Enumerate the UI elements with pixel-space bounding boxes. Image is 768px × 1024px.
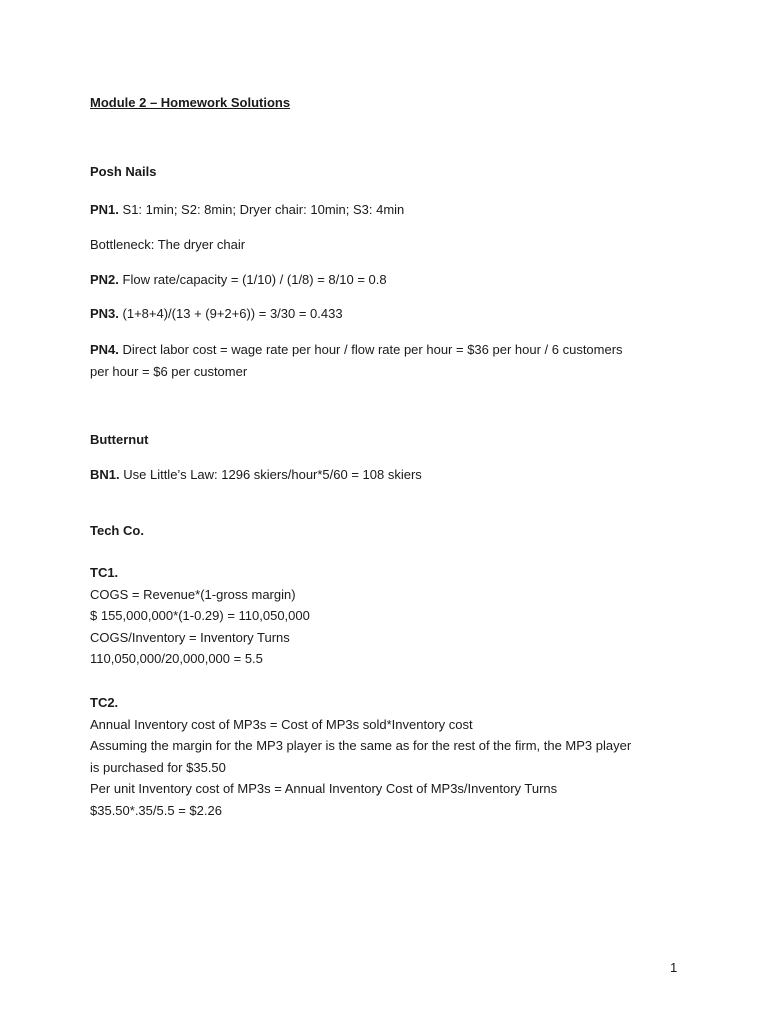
bottleneck-text: Bottleneck: The dryer chair bbox=[90, 237, 246, 252]
answer-pn1 bbox=[90, 199, 690, 221]
tc2-line: Annual Inventory cost of MP3s = Cost of MP3s sold*Inventory cost bbox=[90, 716, 473, 732]
answer-tc1 bbox=[90, 562, 690, 670]
answer-bn1 bbox=[90, 464, 690, 486]
tc2-line: $35.50*.35/5.5 = $2.26 bbox=[90, 802, 222, 818]
text-pn4-line1: Direct labor cost = wage rate per hour / flow rate per hour = $36 per hour / 6 customers bbox=[118, 342, 623, 357]
tc2-line: Per unit Inventory cost of MP3s = Annual Inventory Cost of MP3s/Inventory Turns bbox=[90, 781, 558, 796]
tc1-line: $ 155,000,000*(1-0.29) = 110,050,000 bbox=[90, 608, 310, 623]
label-pn4: PN4. bbox=[90, 342, 119, 357]
tc2-line: is purchased for $35.50 bbox=[90, 759, 226, 775]
text-pn1: S1: 1min; S2: 8min; Dryer chair: 10min; S3: 4min bbox=[118, 202, 405, 217]
tc1-line: 110,050,000/20,000,000 = 5.5 bbox=[90, 651, 263, 666]
section-heading-tech-co: Tech Co. bbox=[90, 523, 144, 538]
label-bn1: BN1. bbox=[90, 467, 120, 482]
text-pn2: Flow rate/capacity = (1/10) / (1/8) = 8/10 = 0.8 bbox=[118, 272, 387, 287]
text-pn4-line2: per hour = $6 per customer bbox=[90, 363, 248, 379]
tc1-line: COGS/Inventory = Inventory Turns bbox=[90, 629, 290, 645]
section-heading-posh-nails: Posh Nails bbox=[90, 164, 157, 179]
label-pn3: PN3. bbox=[90, 306, 119, 321]
section-heading-butternut: Butternut bbox=[90, 432, 149, 447]
answer-pn3 bbox=[90, 303, 690, 325]
answer-pn2 bbox=[90, 269, 690, 291]
tc2-line: Assuming the margin for the MP3 player is the same as for the rest of the firm, the MP3 player bbox=[90, 738, 632, 753]
label-tc1: TC1. bbox=[90, 565, 119, 580]
answer-pn4 bbox=[90, 339, 690, 382]
text-bn1: Use Little’s Law: 1296 skiers/hour*5/60 = 108 skiers bbox=[119, 467, 422, 482]
label-pn2: PN2. bbox=[90, 272, 119, 287]
label-pn1: PN1. bbox=[90, 202, 119, 217]
tc1-line: COGS = Revenue*(1-gross margin) bbox=[90, 586, 296, 602]
answer-tc2 bbox=[90, 692, 690, 821]
text-pn3: (1+8+4)/(13 + (9+2+6)) = 3/30 = 0.433 bbox=[118, 306, 343, 321]
document-title: Module 2 – Homework Solutions bbox=[90, 95, 291, 110]
label-tc2: TC2. bbox=[90, 695, 119, 710]
page-number: 1 bbox=[670, 960, 678, 975]
